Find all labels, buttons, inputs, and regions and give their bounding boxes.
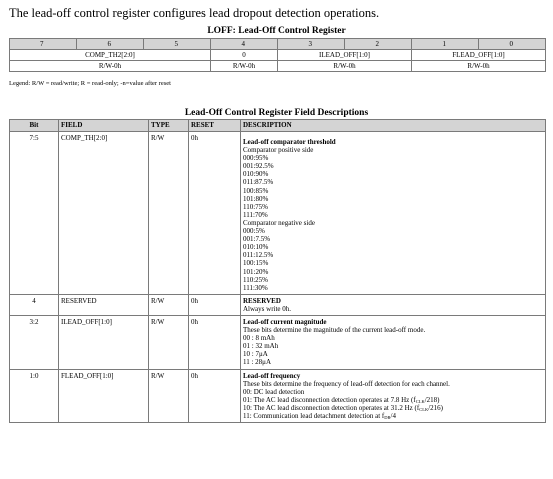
- description-line: 111:30%: [243, 283, 268, 292]
- row-field: COMP_TH[2:0]: [59, 132, 149, 295]
- register-field-comp-th: COMP_TH2[2:0]: [10, 50, 211, 61]
- row-description: [241, 315, 546, 369]
- bit-number: 4: [211, 39, 278, 50]
- line-text: 11: Communication lead detachment detection at f: [243, 412, 385, 420]
- register-access: R/W-0h: [412, 61, 546, 72]
- line-text: /218): [424, 395, 440, 404]
- description-line: 110:25%: [243, 275, 269, 284]
- description-line: These bits determine the frequency of lead-off detection for each channel.: [243, 379, 450, 388]
- description-line: 011:87.5%: [243, 178, 274, 187]
- description-line: 010:90%: [243, 170, 269, 179]
- field-descriptions-table: [9, 119, 546, 423]
- description-title: RESERVED: [243, 296, 281, 305]
- description-line: Comparator negative side: [243, 218, 315, 227]
- bit-number: 3: [278, 39, 345, 50]
- row-type: R/W: [149, 369, 189, 423]
- legend-text: Legend: R/W = read/write; R = read-only; -n=value after reset: [9, 80, 171, 87]
- register-access-row: [10, 61, 546, 72]
- line-text: /216): [428, 403, 443, 412]
- bit-number: 5: [144, 39, 211, 50]
- description-title: Lead-off current magnitude: [243, 317, 327, 326]
- description-line: [243, 412, 543, 420]
- description-line: 000:5%: [243, 227, 265, 236]
- row-bit: 1:0: [10, 369, 59, 423]
- row-field: FLEAD_OFF[1:0]: [59, 369, 149, 423]
- table-row: [10, 315, 546, 369]
- subscript: DR: [384, 415, 391, 420]
- row-reset: 0h: [189, 315, 241, 369]
- register-access: R/W-0h: [10, 61, 211, 72]
- description-line: 000:95%: [243, 154, 269, 163]
- row-type: R/W: [149, 315, 189, 369]
- line-text: /4: [390, 412, 396, 420]
- bit-number: 0: [479, 39, 546, 50]
- bit-number: 1: [412, 39, 479, 50]
- header-type: TYPE: [149, 120, 189, 132]
- header-field: FIELD: [59, 120, 149, 132]
- row-bit: 4: [10, 294, 59, 315]
- description-line: [243, 396, 543, 404]
- description-line: 001:92.5%: [243, 162, 274, 171]
- register-access: R/W-0h: [211, 61, 278, 72]
- row-description: [241, 369, 546, 423]
- line-text: 10: The AC lead disconnection detection operates at 31.2 Hz (f: [243, 403, 420, 412]
- header-description: DESCRIPTION: [241, 120, 546, 132]
- row-type: R/W: [149, 132, 189, 295]
- description-line: Comparator positive side: [243, 146, 314, 155]
- description-line: Always write 0h.: [243, 304, 292, 313]
- table-row: [10, 369, 546, 423]
- row-bit: 3:2: [10, 315, 59, 369]
- bit-number: 6: [77, 39, 144, 50]
- description-line: 100:85%: [243, 186, 269, 195]
- row-reset: 0h: [189, 369, 241, 423]
- description-line: 01 : 32 mAh: [243, 342, 279, 351]
- row-description: [241, 294, 546, 315]
- line-text: 01: The AC lead disconnection detection operates at 7.8 Hz (f: [243, 395, 416, 404]
- row-reset: 0h: [189, 132, 241, 295]
- description-line: 011:12.5%: [243, 251, 274, 260]
- register-table-title: [0, 26, 553, 37]
- row-type: R/W: [149, 294, 189, 315]
- description-line: 00 : 8 mAh: [243, 334, 275, 343]
- subscript: CLK: [419, 406, 429, 412]
- register-access: R/W-0h: [278, 61, 412, 72]
- register-name: LOFF: [207, 26, 233, 36]
- description-line: [243, 404, 543, 412]
- bit-number: 7: [10, 39, 77, 50]
- description-title: Lead-off comparator threshold: [243, 138, 336, 146]
- description-line: 101:80%: [243, 194, 269, 203]
- description-line: 10 : 7μA: [243, 350, 268, 359]
- description-line: 11 : 28μA: [243, 358, 271, 367]
- row-description: [241, 132, 546, 295]
- subscript: CLK: [415, 398, 425, 404]
- description-title: Lead-off frequency: [243, 371, 301, 380]
- register-field-ilead-off: ILEAD_OFF[1:0]: [278, 50, 412, 61]
- row-reset: 0h: [189, 294, 241, 315]
- field-table-title: Lead-Off Control Register Field Descriptions: [184, 108, 369, 118]
- register-bit-row: [10, 39, 546, 50]
- description-line: These bits determine the magnitude of the current lead-off mode.: [243, 326, 426, 335]
- register-field-flead-off: FLEAD_OFF[1:0]: [412, 50, 546, 61]
- register-title-suffix: : Lead-Off Control Register: [232, 26, 346, 36]
- header-reset: RESET: [189, 120, 241, 132]
- table-row: [10, 294, 546, 315]
- row-field: RESERVED: [59, 294, 149, 315]
- header-bit: Bit: [10, 120, 59, 132]
- intro-text: The lead-off control register configures lead dropout detection operations.: [9, 6, 380, 20]
- bit-number: 2: [345, 39, 412, 50]
- row-bit: 7:5: [10, 132, 59, 295]
- register-field-row: [10, 50, 546, 61]
- description-line: 010:10%: [243, 243, 269, 252]
- table-header-row: [10, 120, 546, 132]
- description-line: 100:15%: [243, 259, 269, 268]
- register-field-bit4: 0: [211, 50, 278, 61]
- description-line: 00: DC lead detection: [243, 387, 305, 396]
- register-bit-table: [9, 38, 546, 72]
- table-row: [10, 132, 546, 295]
- row-field: ILEAD_OFF[1:0]: [59, 315, 149, 369]
- description-line: 101:20%: [243, 267, 269, 276]
- description-line: 001:7.5%: [243, 235, 271, 244]
- description-line: 111:70%: [243, 210, 268, 219]
- description-line: 110:75%: [243, 202, 269, 211]
